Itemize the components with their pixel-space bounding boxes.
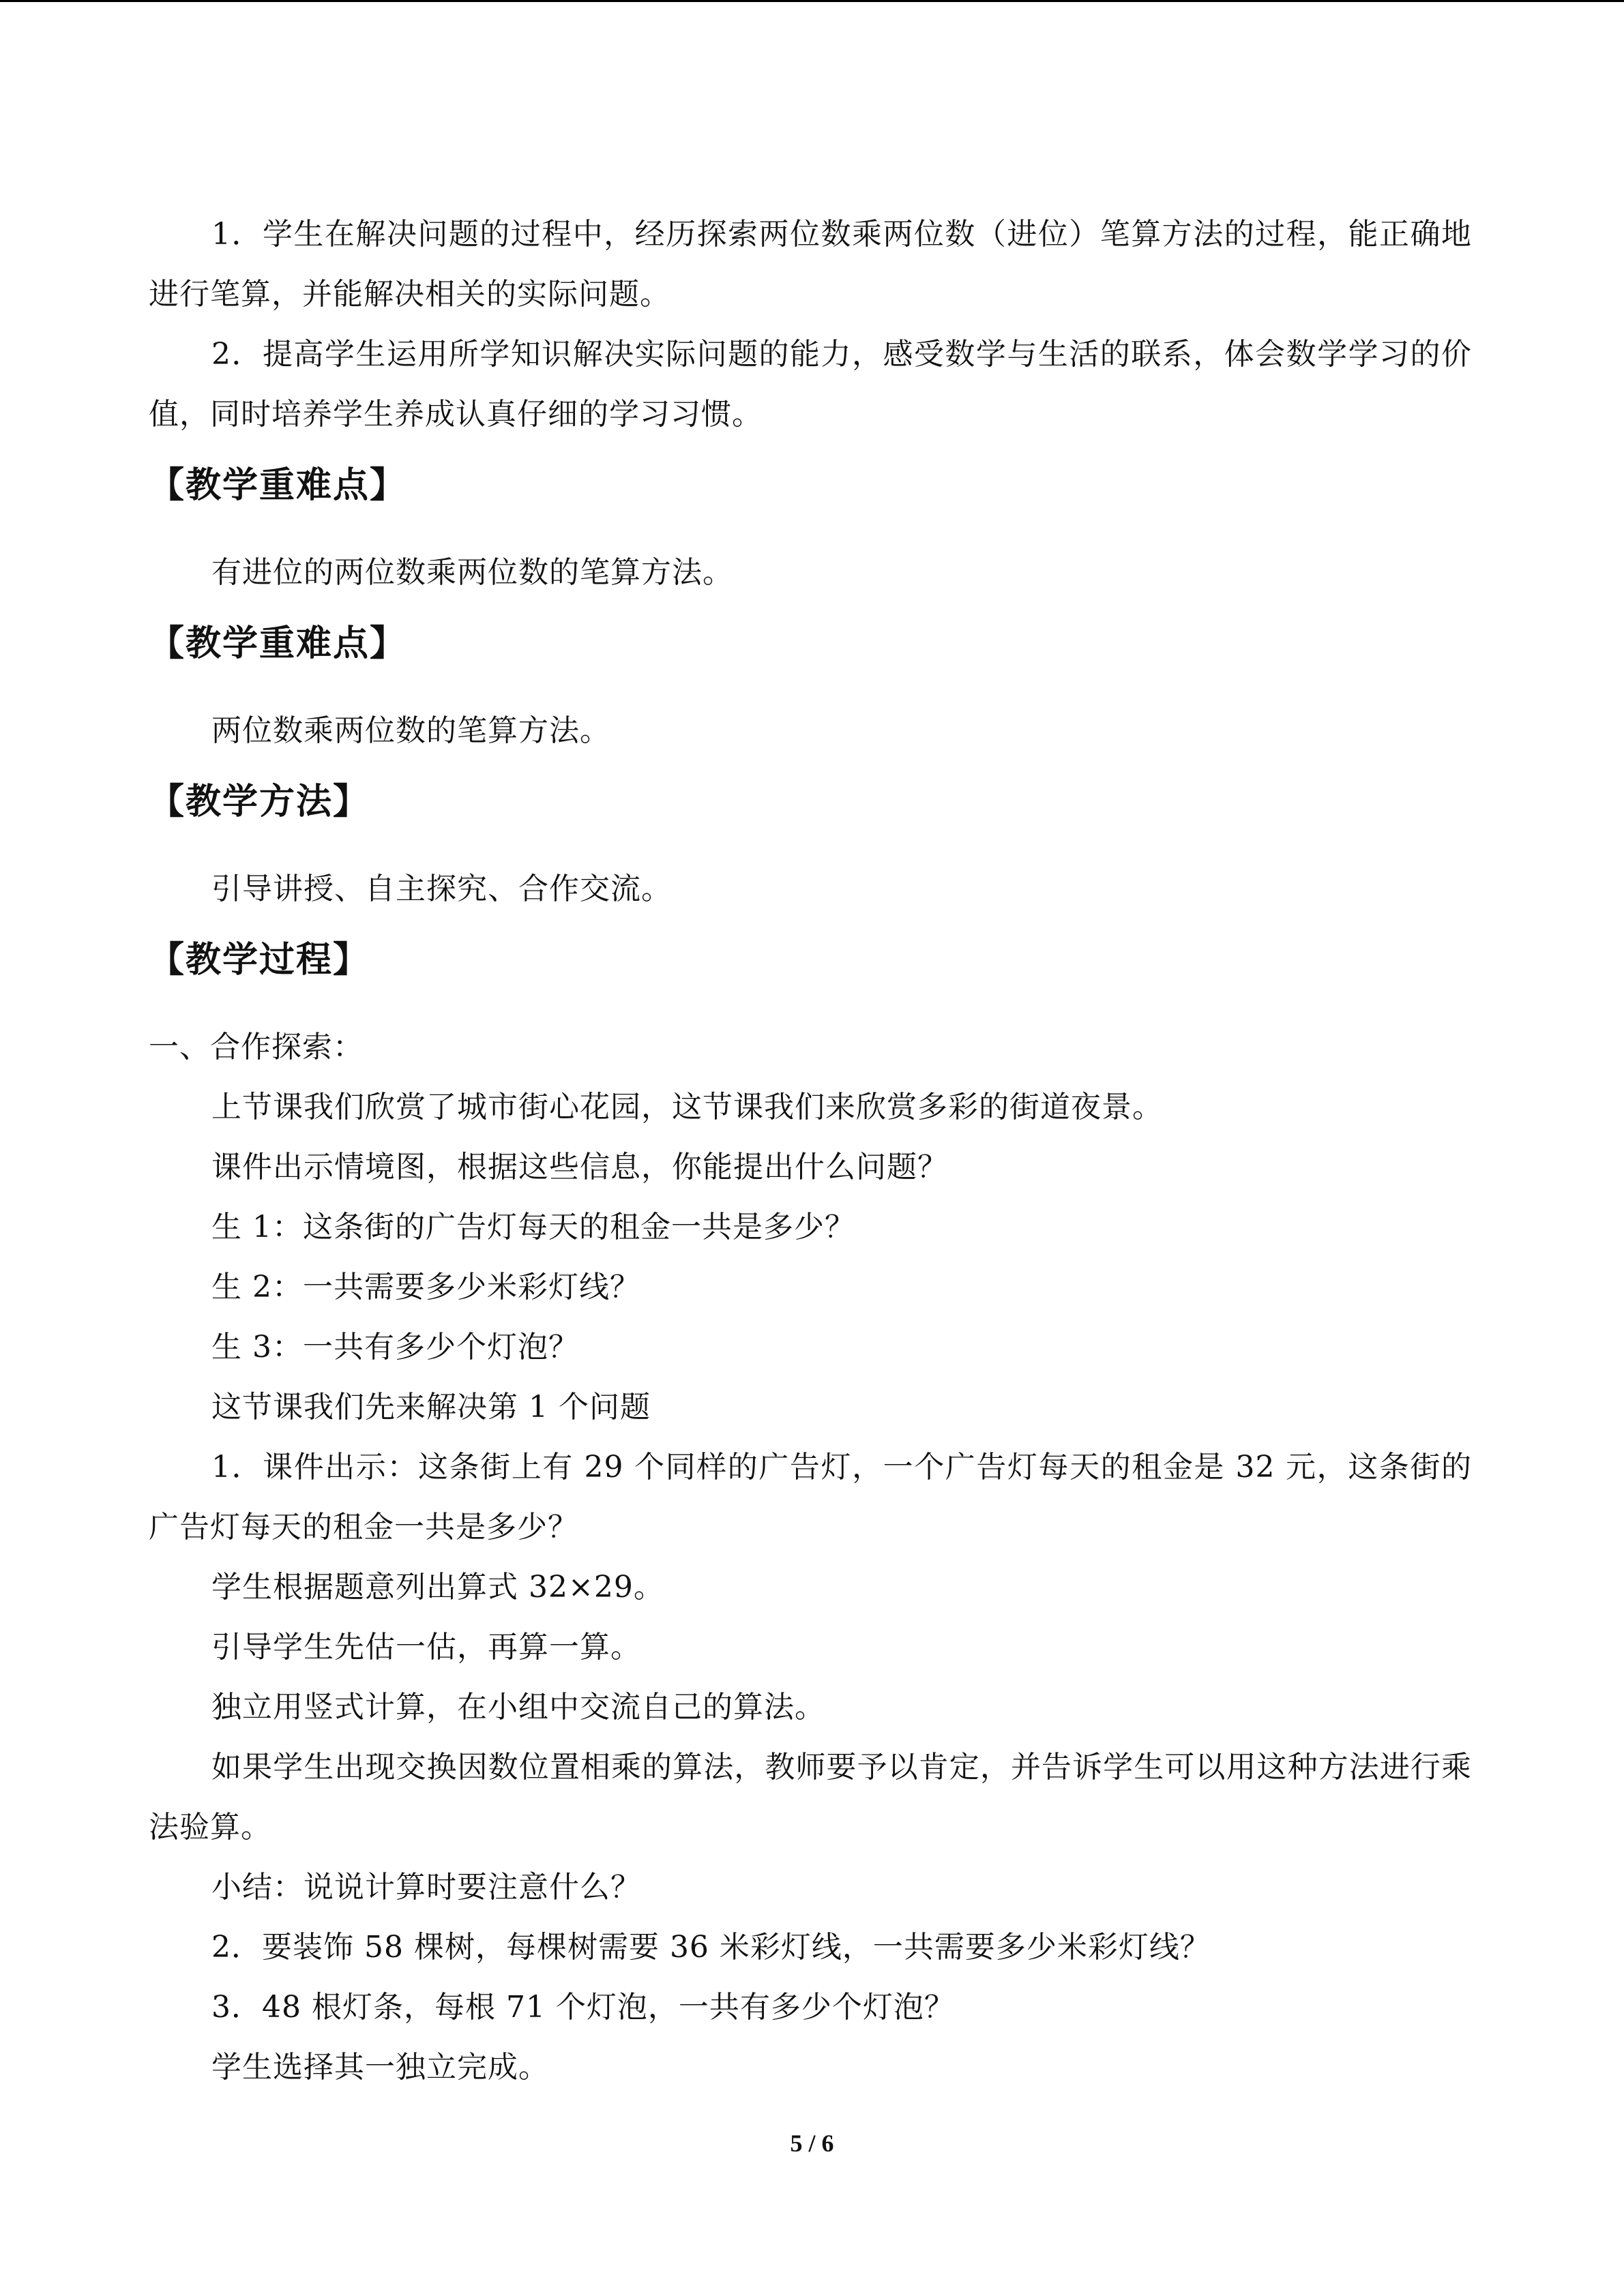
document-page: [149, 205, 1472, 2098]
process-paragraph: 上节课我们欣赏了城市街心花园，这节课我们来欣赏多彩的街道夜景。: [211, 1090, 1163, 1124]
process-paragraph: 生 2：一共需要多少米彩灯线？: [211, 1270, 640, 1304]
process-paragraph: 如果学生出现交换因数位置相乘的算法，教师要予以肯定，并告诉学生可以用这种方法进行乘法验算。: [149, 1750, 1472, 1845]
process-paragraph: 3．48 根灯条，每根 71 个灯泡，一共有多少个灯泡？: [211, 1990, 955, 2025]
process-subheading: 一、合作探索：: [149, 1030, 364, 1064]
key-points-text: 有进位的两位数乘两位数的笔算方法。: [211, 555, 733, 590]
process-paragraph: 这节课我们先来解决第 1 个问题: [211, 1390, 651, 1425]
process-paragraph: 2．要装饰 58 棵树，每棵树需要 36 米彩灯线，一共需要多少米彩灯线？: [211, 1930, 1211, 1965]
teaching-method-text: 引导讲授、自主探究、合作交流。: [211, 871, 672, 906]
heading-teaching-process: 【教学过程】: [149, 940, 370, 981]
process-paragraph: 独立用竖式计算，在小组中交流自己的算法。: [211, 1690, 825, 1725]
objective-2: 2．提高学生运用所学知识解决实际问题的能力，感受数学与生活的联系，体会数学学习的价值，同时培养学生养成认真仔细的学习习惯。: [149, 337, 1472, 432]
objective-1: 1．学生在解决问题的过程中，经历探索两位数乘两位数（进位）笔算方法的过程，能正确地进行笔算，并能解决相关的实际问题。: [149, 217, 1472, 312]
process-paragraph: 1．课件出示：这条街上有 29 个同样的广告灯，一个广告灯每天的租金是 32 元，这条街的广告灯每天的租金一共是多少？: [149, 1450, 1472, 1545]
page-number: 5 / 6: [790, 2130, 834, 2157]
process-paragraph: 小结：说说计算时要注意什么？: [211, 1870, 641, 1905]
process-paragraph: 学生选择其一独立完成。: [211, 2050, 549, 2085]
heading-key-points: 【教学重难点】: [149, 465, 407, 506]
process-paragraph: 引导学生先估一估，再算一算。: [211, 1630, 641, 1665]
process-paragraph: 课件出示情境图，根据这些信息，你能提出什么问题？: [211, 1150, 948, 1184]
heading-teaching-method: 【教学方法】: [149, 781, 370, 822]
page-top-border: [0, 0, 1624, 2]
difficult-points-text: 两位数乘两位数的笔算方法。: [211, 713, 610, 748]
process-paragraph: 生 1：这条街的广告灯每天的租金一共是多少？: [211, 1210, 855, 1244]
process-paragraph: 生 3：一共有多少个灯泡？: [211, 1330, 579, 1365]
heading-difficult-points: 【教学重难点】: [149, 623, 407, 664]
process-paragraph: 学生根据题意列出算式 32×29。: [211, 1570, 664, 1605]
